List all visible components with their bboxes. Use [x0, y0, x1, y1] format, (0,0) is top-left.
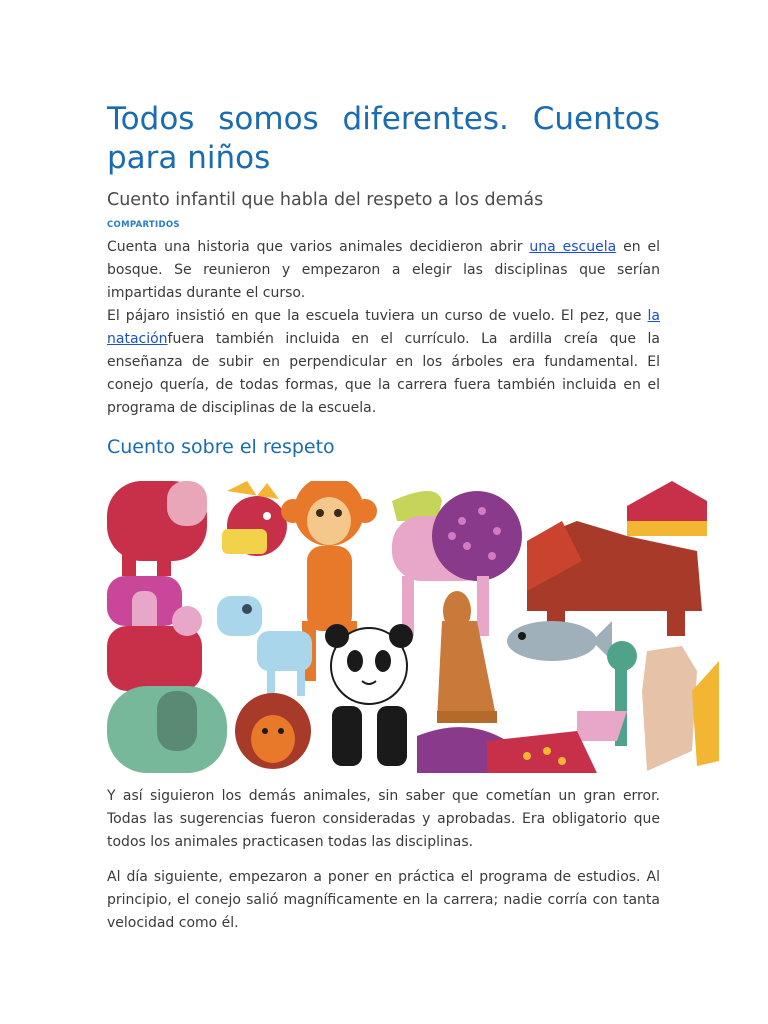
article-title: Todos somos diferentes. Cuentos para niños	[107, 101, 660, 176]
article-continuation	[107, 785, 660, 935]
article-subtitle: Cuento infantil que habla del respeto a los demás	[107, 190, 544, 210]
shared-label: COMPARTIDOS	[107, 220, 180, 230]
article	[107, 100, 660, 461]
section-heading: Cuento sobre el respeto	[107, 436, 335, 458]
paragraph-3: Y así siguieron los demás animales, sin saber que cometían un gran error. Todas las sugerencias fueron consideradas y aprobadas. Era obligatorio que todos los animales practicasen todas las disciplinas.	[107, 788, 660, 850]
link-una-escuela[interactable]: una escuela	[529, 239, 617, 255]
paragraph-2: El pájaro insistió en que la escuela tuviera un curso de vuelo. El pez, que la nataciónfuera también incluida en el currículo. La ardilla creía que la enseñanza de subir en perpendicular en los árboles era fundamental. El conejo quería, de todas formas, que la carrera fuera también incluida en el programa de disciplinas de la escuela.	[107, 308, 660, 416]
link-la-natacion[interactable]: la natación	[107, 308, 660, 347]
paragraph-4: Al día siguiente, empezaron a poner en práctica el programa de estudios. Al principio, el conejo salió magníficamente en la carrera; nadie corría con tanta velocidad como él.	[107, 869, 660, 931]
animals-collage-illustration	[107, 481, 719, 773]
paragraph-1: Cuenta una historia que varios animales decidieron abrir una escuela en el bosque. Se reunieron y empezaron a elegir las disciplinas que serían impartidas durante el curso.	[107, 239, 661, 301]
